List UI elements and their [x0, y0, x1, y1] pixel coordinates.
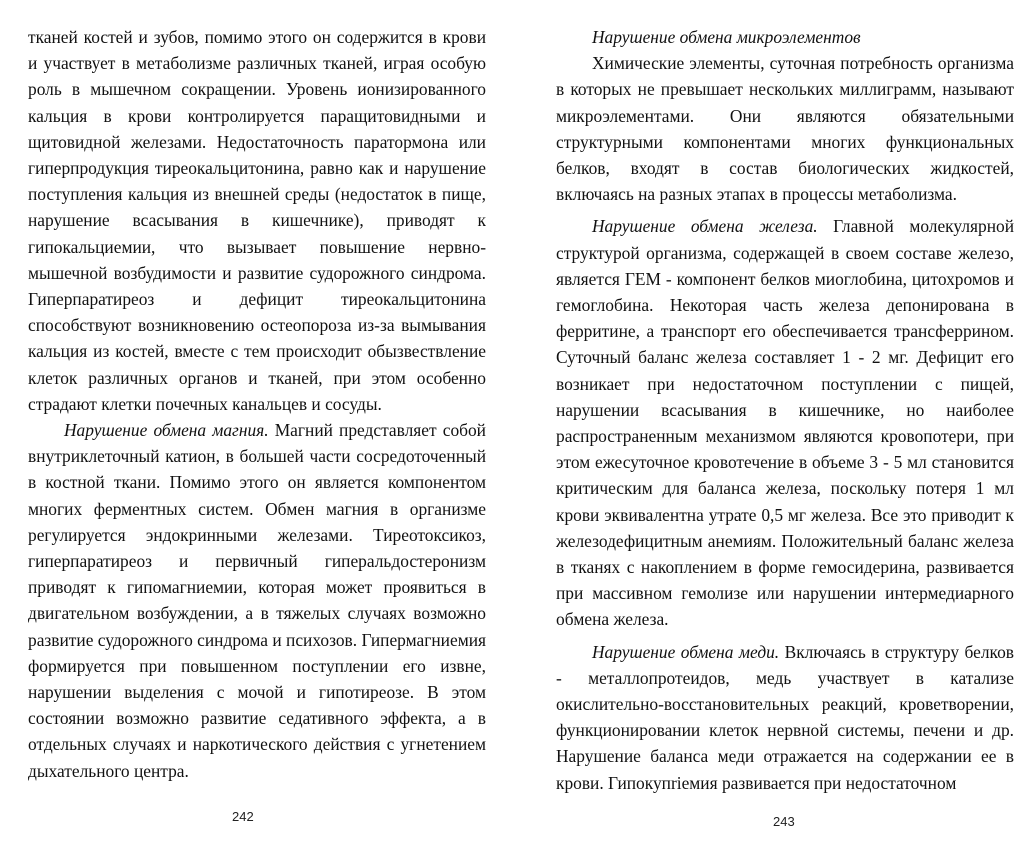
left-paragraph-calcium: тканей костей и зубов, помимо этого он содержится в крови и участвует в метаболизме различных тканей, играя особую роль в мышечном сокращении. Уровень ионизированного кальция в крови контролируется паращитовидными и щитовидной железами. Недостаточность паратормона или гиперпродукция тиреокальцитонина, равно как и нарушение поступления кальция из внешней среды (недостаток в пище, нарушение всасывания в кишечнике), приводят к гипокальциемии, что вызывает повышение нервно-мышечной возбудимости и развитие судорожного синдрома. Гиперпаратиреоз и дефицит тиреокальцитонина способствуют возникновению остеопороза из-за вымывания кальция из костей, вместе с тем происходит обызвествление клеток различных органов и тканей, при этом особенно страдают клетки почечных канальцев и сосуды.	[28, 27, 486, 414]
right-paragraph-microelements: Химические элементы, суточная потребность организма в которых не превышает нескольких миллиграмм, называют микроэлементами. Они являются обязательными структурными компонентами многих функциональных белков, входят в состав биологических жидкостей, включаясь на разных этапах в процессы метаболизма.	[556, 53, 1014, 205]
left-paragraph-magnesium	[28, 417, 486, 784]
copper-text: Включаясь в структуру белков - металлопротеидов, медь участвует в катализе окислительно-восстановительных реакций, кроветворении, функционировании клеток нервной системы, печени и др. Нарушение баланса меди отражается на содержании ее в крови. Гипокупriемия развивается при недостаточном	[556, 641, 1014, 793]
right-page	[556, 24, 1014, 796]
iron-text: Главной молекулярной структурой организма, содержащей в своем составе железо, является ГЕМ - компонент белков миоглобина, цитохромов и гемоглобина. Некоторая часть железа депонирована в ферритине, а транспорт его обеспечивается трансферрином. Суточный баланс железа составляет 1 - 2 мг. Дефицит его возникает при недостаточном поступлении с пищей, нарушении всасывания в кишечнике, но наиболее распространенным механизмом являются кровопотери, при этом ежесуточное кровотечение в объеме 3 - 5 мл становится критическим для баланса железа, поскольку потеря 1 мл крови эквивалентна утрате 0,5 мг железа. Все это приводит к железодефицитным анемиям. Положительный баланс железа в тканях с накоплением в форме гемосидерина, развивается при массивном гемолизе или нарушении интермедиарного обмена железа.	[556, 216, 1015, 630]
left-page	[28, 24, 486, 784]
right-paragraph-copper	[556, 639, 1014, 796]
magnesium-text: Магний представляет собой внутриклеточный катион, в большей части сосредоточенный в костной ткани. Помимо этого он является компонентом многих ферментных систем. Обмен магния в организме регулируется эндокринными железами. Тиреотоксикоз, гиперпаратиреоз и первичный гиперальдостеронизм приводят к гипомагниемии, которая может проявиться в двигательном возбуждении, а в тяжелых случаях возможно развитие судорожного синдрома и психозов. Гипермагниемия формируется при повышенном поступлении его извне, нарушении выделения с мочой и гипотиреозе. В этом состоянии возможно развитие седативного эффекта, а в отдельных случаях и наркотического действия с угнетением дыхательного центра.	[28, 420, 486, 781]
page-number-right: 243	[773, 814, 795, 829]
magnesium-heading: Нарушение обмена магния.	[64, 420, 269, 441]
copper-heading: Нарушение обмена меди.	[592, 641, 780, 662]
iron-heading: Нарушение обмена железа.	[592, 216, 818, 237]
page-number-left: 242	[232, 809, 254, 824]
microelements-heading: Нарушение обмена микроэлементов	[592, 27, 861, 47]
right-paragraph-iron	[556, 213, 1014, 632]
